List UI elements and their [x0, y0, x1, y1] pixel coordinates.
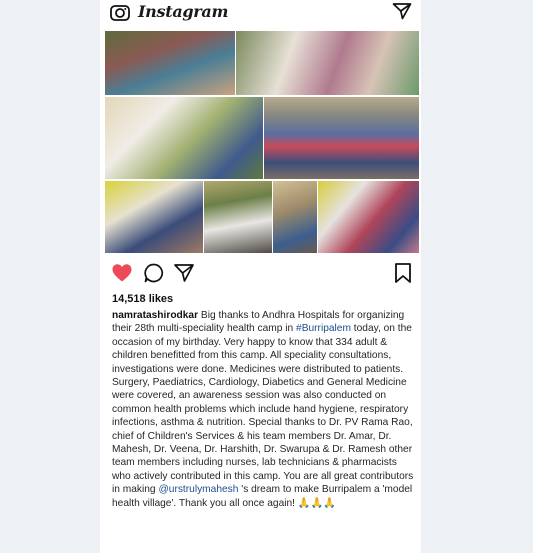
- heart-icon[interactable]: [111, 262, 133, 284]
- photo-tile: [273, 181, 317, 253]
- hashtag-link[interactable]: #Burripalem: [296, 323, 351, 335]
- likes-count[interactable]: 14,518 likes: [112, 293, 174, 305]
- photo-tile: [105, 181, 203, 253]
- caption-text-1: Big thanks to Andhra Hospitals for organizing their 28th multi-speciality health camp in: [112, 310, 405, 335]
- camera-icon[interactable]: [110, 3, 130, 21]
- caption-username[interactable]: namratashirodkar: [112, 310, 199, 321]
- photo-tile: [264, 97, 419, 179]
- direct-message-icon[interactable]: [392, 2, 412, 20]
- share-icon[interactable]: [173, 262, 195, 284]
- mention-link[interactable]: @urstrulymahesh: [158, 484, 239, 496]
- post-actions: [100, 262, 421, 288]
- post-photo-collage[interactable]: [105, 31, 419, 253]
- caption-text-2: today, on the occasion of my birthday. Very happy to know that 334 adult & children benefitted from this camp. All speciality consultations, investigations were done. Medicines were distributed to patients. Surgery, Paediatrics, Cardiology, Diabetics and General Medicine were covered, an awareness session was also conducted on common health problems which include hand hygiene, respiratory infections, asthma & nutrition. Special thanks to Dr. PV Rama Rao, chief of Children's Services & his team members Dr. Amar, Dr. Mahesh, Dr. Veena, Dr. Harshith, Dr. Swarupa & Dr. Ramesh other team members including nurses, lab technicians & pharmacists who actively contributed in this camp. You are all great contributors in making: [112, 323, 414, 496]
- photo-tile: [105, 97, 263, 179]
- photo-tile: [105, 31, 235, 95]
- post-caption: [112, 309, 414, 510]
- photo-tile: [204, 181, 272, 253]
- photo-tile: [236, 31, 419, 95]
- instagram-post-card: [100, 0, 421, 553]
- comment-icon[interactable]: [143, 262, 165, 284]
- caption-text-3: 's dream to make Burripalem a 'model health village'. Thank you all once again! 🙏🙏🙏: [112, 484, 413, 509]
- photo-tile: [318, 181, 419, 253]
- app-title: Instagram: [138, 2, 229, 21]
- bookmark-icon[interactable]: [392, 262, 414, 284]
- top-bar: [100, 0, 421, 26]
